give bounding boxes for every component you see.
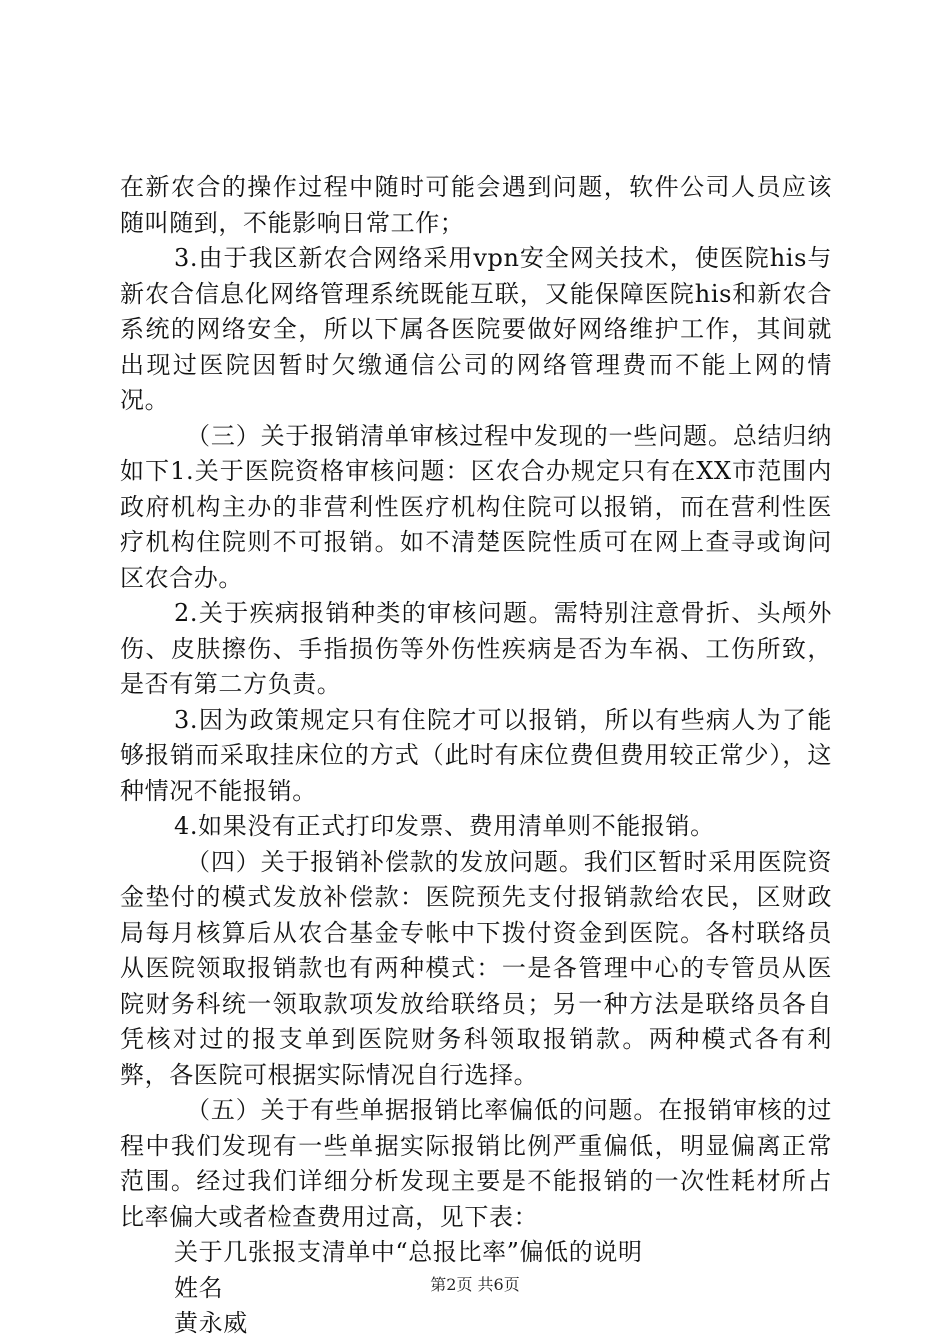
table-caption: 关于几张报支清单中“总报比率”偏低的说明	[174, 1238, 643, 1266]
table-cell-name: 黄永威	[174, 1309, 248, 1337]
paragraph-item-3-hospitalization: 3.因为政策规定只有住院才可以报销，所以有些病人为了能够报销而采取挂床位的方式（此时有床位费但费用较正常少），这种情况不能报销。	[120, 705, 832, 805]
paragraph-item-3-network: 3.由于我区新农合网络采用vpn安全网关技术，使医院his与新农合信息化网络管理系统既能互联，又能保障医院his和新农合系统的网络安全，所以下属各医院要做好网络维护工作，其间就出现过医院因暂时欠缴通信公司的网络管理费而不能上网的情况。	[120, 244, 832, 414]
paragraph-section-4: （四）关于报销补偿款的发放问题。我们区暂时采用医院资金垫付的模式发放补偿款：医院预先支付报销款给农民，区财政局每月核算后从农合基金专帐中下拨付资金到医院。各村联络员从医院领取报销款也有两种模式：一是各管理中心的专管员从医院财务科统一领取款项发放给联络员；另一种方法是联络员各自凭核对过的报支单到医院财务科领取报销款。两种模式各有利弊，各医院可根据实际情况自行选择。	[120, 847, 832, 1089]
page-footer: 第2页 共6页	[430, 1275, 520, 1294]
paragraph-item-4-invoice: 4.如果没有正式打印发票、费用清单则不能报销。	[174, 812, 715, 840]
table-header-name: 姓名	[174, 1273, 224, 1302]
document-body	[120, 170, 832, 1342]
paragraph-continuation: 在新农合的操作过程中随时可能会遇到问题，软件公司人员应该随叫随到，不能影响日常工作；	[120, 173, 832, 237]
paragraph-section-3: （三）关于报销清单审核过程中发现的一些问题。总结归纳如下1.关于医院资格审核问题：区农合办规定只有在XX市范围内政府机构主办的非营利性医疗机构住院可以报销，而在营利性医疗机构住院则不可报销。如不清楚医院性质可在网上查寻或询问区农合办。	[120, 421, 832, 592]
paragraph-section-5: （五）关于有些单据报销比率偏低的问题。在报销审核的过程中我们发现有一些单据实际报销比例严重偏低，明显偏离正常范围。经过我们详细分析发现主要是不能报销的一次性耗材所占比率偏大或者检查费用过高，见下表：	[120, 1096, 832, 1231]
paragraph-item-2-disease: 2.关于疾病报销种类的审核问题。需特别注意骨折、头颅外伤、皮肤擦伤、手指损伤等外伤性疾病是否为车祸、工伤所致，是否有第二方负责。	[120, 599, 832, 698]
